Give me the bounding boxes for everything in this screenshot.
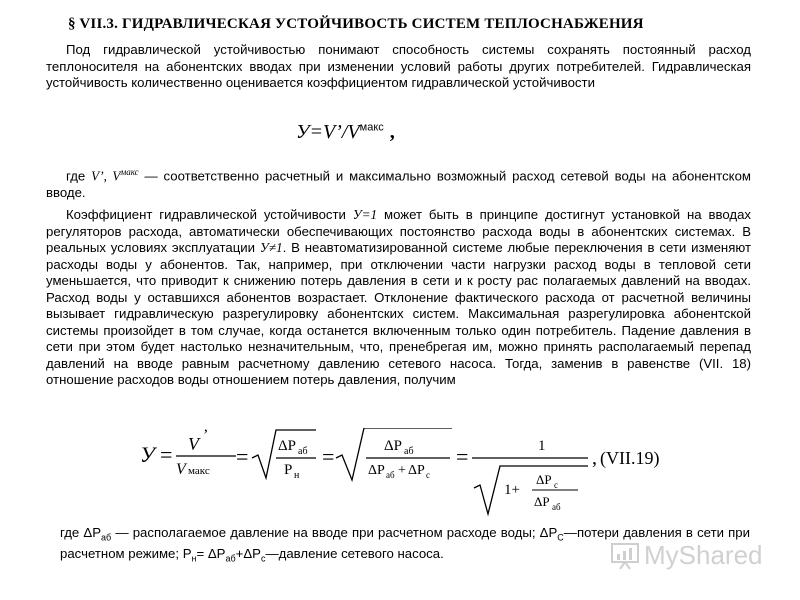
paragraph-definition: Под гидравлической устойчивостью понимают способность системы сохранять постоянный расход теплоносителя на абонентских вводах при изменении условий работы других потребителей. Гидравлическая устойчивость количественно оценивается коэффициентом гидравлической устойчивости <box>46 42 751 90</box>
section-heading: § VII.3. ГИДРАВЛИЧЕСКАЯ УСТОЙЧИВОСТЬ СИСТЕМ ТЕПЛОСНАБЖЕНИЯ <box>68 16 644 32</box>
svg-text:ΔP: ΔP <box>534 494 550 509</box>
watermark-text: MyShared <box>644 540 763 570</box>
svg-text:=: = <box>322 444 335 469</box>
svg-text:=: = <box>456 444 469 469</box>
svg-text:ΔP: ΔP <box>408 463 425 478</box>
paragraph-coefficient: Коэффициент гидравлической устойчивости У=1 может быть в принципе достигнут установкой на вводах регуляторов расхода, автоматически обеспечивающих постоянство расхода воды в абонентских системах. В реальных условиях эксплуатации У≠1. В неавтоматизированной системе любые переключения в сети изменяют расходы воды у абонентов. Так, например, при отключении части нагрузки расход воды в тепловой сети уменьшается, что приводит к снижению потерь давления в сети и к росту рас полагаемых давлений на вводах. Расход воды у оставшихся абонентов возрастает. Отклонение фактического расхода от расчетной величины вызывает гидравлическую разрегулировку абонентских систем. Максимальная разрегулировка абонентской системы произойдет в том случае, когда останется включенным только один потребитель. Падение давления в сети при этом будет настолько незначительным, что, пренебрегая им, можно принять располагаемый перепад давлений на вводе равным расчетному давлению сетевого насоса. Тогда, заменив в равенстве (VII. 18) отношение расходов воды отношением потерь давления, получим <box>46 207 751 387</box>
formula-lhs: У <box>140 442 155 467</box>
svg-text:аб: аб <box>298 446 308 457</box>
paragraph-where-v: где V’, $V^{макс}$ — соответственно расчетный и максимально возможный расход сетевой воды на абонентском вводе. <box>46 167 751 200</box>
svg-text:н: н <box>294 470 300 481</box>
svg-text:аб: аб <box>552 502 561 512</box>
equation-number: (VII.19) <box>600 448 660 468</box>
svg-text:,: , <box>592 447 597 469</box>
formula-vii-19 <box>140 428 660 518</box>
svg-text:1: 1 <box>538 438 546 454</box>
svg-text:с: с <box>554 480 558 490</box>
watermark <box>610 540 763 571</box>
presentation-icon <box>610 542 640 570</box>
svg-text:’: ’ <box>202 428 208 444</box>
svg-text:V: V <box>176 461 186 478</box>
svg-text:ΔP: ΔP <box>278 438 296 454</box>
svg-text:=: = <box>160 442 173 467</box>
svg-text:=: = <box>236 444 249 469</box>
svg-text:1+: 1+ <box>504 482 520 498</box>
svg-text:аб: аб <box>404 446 414 457</box>
svg-text:ΔP: ΔP <box>536 472 552 487</box>
svg-text:ΔP: ΔP <box>384 438 402 454</box>
svg-text:с: с <box>426 470 430 480</box>
paragraph-legend: где $\Delta P_{аб}$ — располагаемое давление на вводе при расчетном расходе воды; $\Delta P_С—потери$ давления в сети при расчетном режиме; $P_н=$ $\Delta P_{аб}+\Delta P_c—давление$ сетевого насоса. <box>60 525 750 564</box>
svg-text:макс: макс <box>188 465 210 477</box>
svg-text:ΔP: ΔP <box>368 463 385 478</box>
formula-stability-coefficient: $У=V’/V^{макс}$ , <box>296 121 395 143</box>
svg-text:P: P <box>284 462 293 478</box>
svg-text:аб: аб <box>386 470 395 480</box>
svg-text:+: + <box>398 463 406 478</box>
svg-text:V: V <box>188 434 199 454</box>
